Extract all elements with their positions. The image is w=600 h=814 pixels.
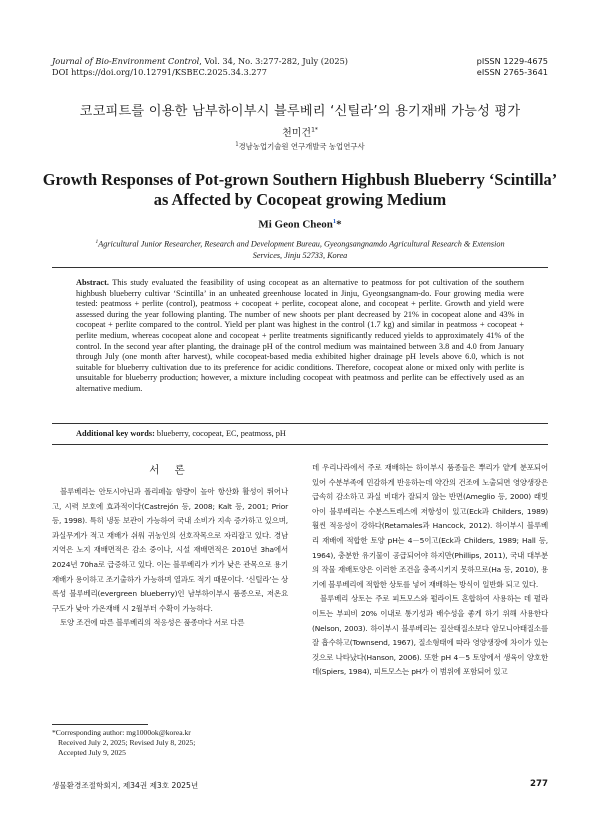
- korean-affiliation: [0, 141, 600, 152]
- english-affil-line2: Services, Jinju 52733, Korea: [252, 250, 348, 260]
- body-paragraph: 블루베리 상토는 주로 피트모스와 펄라이트 혼합하여 사용하는 데 펄라이트는 부피비 20% 이내로 통기성과 배수성을 좋게 하기 위해 사용한다(Nelson, 2003). 하이부시 블루베리는 질산태질소보다 암모니아태질소를 잘 흡수하고(Townsend, 1967), 질소형태에 따라 영양생장에 차이가 있는 것으로 나타났다(Hanson, 2006). 또한 pH 4－5 토양에서 생육이 양호한데(Spiers, 1984), 피트모스는 pH가 이 범위에 포함되어 있고: [312, 594, 548, 677]
- english-affil-sup: 1: [95, 239, 99, 245]
- body-column-left: [52, 485, 288, 631]
- korean-author-sup: 1*: [311, 126, 318, 134]
- keywords-label: Additional key words:: [76, 429, 155, 438]
- body-column-right: [312, 461, 548, 680]
- eissn: eISSN 2765-3641: [476, 67, 548, 77]
- page-number: 277: [530, 779, 548, 789]
- english-title-line2: as Affected by Cocopeat growing Medium: [153, 190, 447, 209]
- body-paragraph: 데 우리나라에서 주로 재배하는 하이부시 품종들은 뿌리가 얕게 분포되어 있어 수분부족에 민감하게 반응하는데 약간의 건조에 노출되면 영양생장은 급속히 감소하고 과실 비대가 잘되지 않는 반면(Ameglio 등, 2000) 래빗아이 블루베리는 수분스트레스에 저항성이 있고(Eck과 Childers, 1989) 훨씬 적응성이 강하다(Retamales과 Hancock, 2012). 하이부시 블루베리 재배에 적합한 토양 pH는 4－5이고(Eck과 Childers, 1989; Hall 등, 1964), 충분한 유기물이 공급되어야 하지만(Phillips, 2011), 국내 대부분의 작물 재배토양은 이러한 조건을 충족시키지 못하므로(Ha 등, 2010), 용기에 블루베리에 적합한 상토를 넣어 재배하는 방식이 일반화 되고 있다.: [312, 463, 548, 589]
- footnote-rule: [52, 724, 148, 725]
- body-paragraph: 블루베리는 안토시아닌과 폴리페놀 함량이 높아 항산화 활성이 뛰어나고, 시력 보호에 효과적이다(Castrejón 등, 2008; Kalt 등, 2001; Prior 등, 1998). 특히 냉동 보관이 가능하여 국내 소비가 지속 증가하고 있으며, 과실무게가 적고 재배가 쉬워 귀농인의 선호작목으로 자리잡고 있다. 경남 지역은 노지 재배면적은 감소 중이나, 시설 재배면적은 2010년 3ha에서 2024년 70ha로 급증하고 있다. 이는 블루베리가 키가 낮은 관목으로 용기재배가 용이하고 조기출하가 가능하며 열과도 적기 때문이다. ‘신틸라’는 상록성 블루베리(evergreen blueberry)인 남부하이부시 품종으로, 저온요구도가 낮아 가온재배 시 2월부터 수확이 가능하다.: [52, 487, 288, 613]
- doi-link[interactable]: DOI https://doi.org/10.12791/KSBEC.2025.34.3.277: [52, 67, 267, 77]
- english-title-line1: Growth Responses of Pot-grown Southern Highbush Blueberry ‘Scintilla’: [42, 170, 558, 189]
- issn-block: [477, 56, 548, 78]
- english-affiliation: [60, 237, 540, 261]
- footer-journal: 생물환경조절학회지, 제34권 제3호 2025년: [52, 781, 199, 790]
- received-dates: Received July 2, 2025; Revised July 8, 2025;: [58, 738, 196, 747]
- abstract-top-rule: [52, 267, 548, 268]
- abstract: [76, 278, 524, 395]
- english-affil-line1: Agricultural Junior Researcher, Research and Development Bureau, Gyeongsangnamdo Agricultural Research & Extension: [98, 239, 505, 249]
- key-words: [76, 429, 524, 438]
- abstract-label: Abstract.: [76, 278, 109, 287]
- section-heading-introduction: 서 론: [149, 464, 191, 476]
- english-author-name: Mi Geon Cheon: [258, 218, 333, 231]
- keywords-bottom-rule: [52, 444, 548, 445]
- running-header: [52, 56, 348, 78]
- english-author-sup[interactable]: 1: [332, 218, 337, 225]
- accepted-date: Accepted July 9, 2025: [58, 748, 126, 757]
- english-author-star: *: [336, 218, 342, 231]
- keywords-text: blueberry, cocopeat, EC, peatmoss, pH: [154, 429, 286, 438]
- body-paragraph: 토양 조건에 따른 블루베리의 적응성은 품종마다 서로 다른: [60, 618, 245, 628]
- footnote: [52, 728, 288, 758]
- journal-citation: , Vol. 34, No. 3:277-282, July (2025): [199, 56, 348, 66]
- korean-affil-sup: 1: [235, 141, 239, 148]
- pissn: pISSN 1229-4675: [476, 56, 548, 66]
- journal-name: Journal of Bio-Environment Control: [52, 56, 200, 66]
- korean-affil-text: 경남농업기술원 연구개발국 농업연구사: [238, 142, 365, 151]
- corresponding-author[interactable]: *Corresponding author: mg1000ok@korea.kr: [52, 728, 191, 737]
- english-author: [0, 218, 600, 231]
- abstract-bottom-rule: [52, 423, 548, 424]
- korean-title: 코코피트를 이용한 남부하이부시 블루베리 ‘신틸라’의 용기재배 가능성 평가: [79, 104, 521, 119]
- korean-author-name: 천미건: [282, 128, 312, 139]
- korean-author: [0, 124, 600, 139]
- abstract-text: This study evaluated the feasibility of using cocopeat as an alternative to peatmoss for pot cultivation of the southern highbush blueberry cultivar ‘Scintilla’ in an unheated greenhouse located in Jinju, Gyeongsangnam-do. Four growing media were tested: peatmoss + perlite (control), peatmoss + cocopeat + perlite, cocopeat alone, and cocopeat + perlite. Growth and yield were assessed during the year following planting. The number of new shoots per plant decreased by 21% in cocopeat alone and 43% in cocopeat + perlite compared to the control. Yield per plant was highest in the control (1.7 kg) and similar in peatmoss + cocopeat + perlite medium, whereas cocopeat alone and cocopeat + perlite treatments significantly reduced yields to approximately 41% of the control. In the second year after planting, the drainage pH of the control medium was maintained between 3.8 and 4.0 from January through July (one month after harvest), while cocopeat-based media exhibited higher drainage pH levels above 6.0, which is not suitable for blueberry cultivation due to its preference for acidic conditions. Therefore, cocopeat alone or mixed only with perlite is unsuitable for blueberry production; however, a mixture including cocopeat with peatmoss and perlite can be effectively used as an alternative medium.: [76, 278, 524, 393]
- english-title: [0, 170, 600, 210]
